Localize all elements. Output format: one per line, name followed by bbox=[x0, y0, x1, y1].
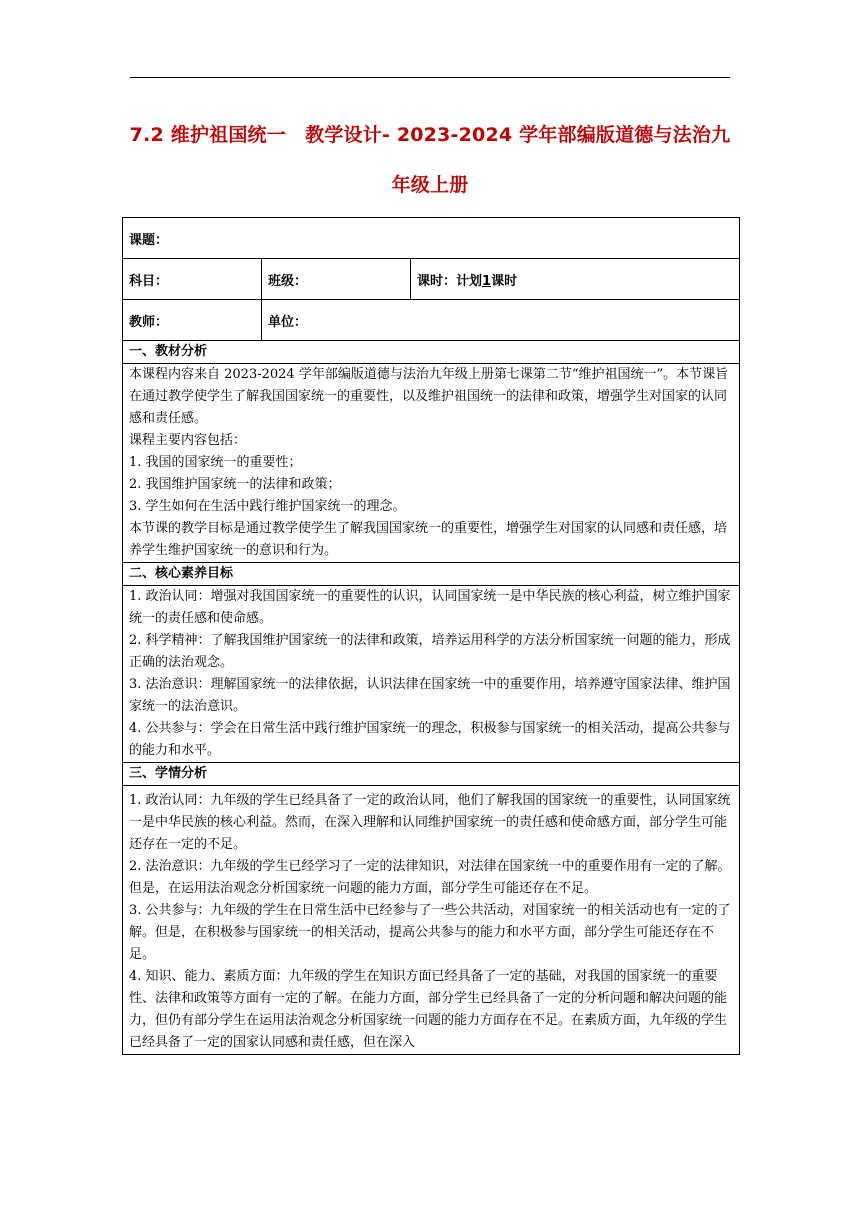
period-cell[interactable] bbox=[411, 259, 740, 300]
s2-paragraph: 2. 科学精神：了解我国维护国家统一的法律和政策，培养运用科学的方法分析国家统一问题的能力，形成正确的法治观念。 bbox=[129, 633, 731, 670]
s2-paragraph: 1. 政治认同：增强对我国国家统一的重要性的认识，认同国家统一是中华民族的核心利益，树立维护国家统一的责任感和使命感。 bbox=[129, 589, 731, 626]
s1-paragraph: 课程主要内容包括： bbox=[129, 433, 247, 448]
row-course bbox=[123, 259, 740, 300]
section-3-title: 三、学情分析 bbox=[123, 763, 740, 786]
document-title bbox=[122, 110, 738, 210]
title-line-1: 7.2 维护祖国统一 教学设计- 2023-2024 学年部编版道德与法治九 bbox=[129, 124, 731, 146]
section-3-body bbox=[123, 786, 740, 1055]
s2-paragraph: 4. 公共参与：学会在日常生活中践行维护国家统一的理念，积极参与国家统一的相关活动，提高公共参与的能力和水平。 bbox=[129, 721, 731, 758]
unit-label: 单位： bbox=[268, 314, 308, 330]
s3-paragraph: 2. 法治意识：九年级的学生已经学习了一定的法律知识，对法律在国家统一中的重要作用有一定的了解。但是，在运用法治观念分析国家统一问题的能力方面，部分学生可能还存在不足。 bbox=[129, 859, 731, 896]
teacher-label: 教师： bbox=[129, 314, 169, 330]
period-count: 1 bbox=[482, 273, 492, 289]
teacher-cell[interactable] bbox=[123, 300, 262, 341]
s1-paragraph: 本课程内容来自 2023-2024 学年部编版道德与法治九年级上册第七课第二节“维护祖国统一”。本节课旨在通过教学使学生了解我国国家统一的重要性，以及维护祖国统一的法律和政策，增强学生对国家的认同感和责任感。 bbox=[129, 367, 729, 426]
section-heading-learners bbox=[123, 763, 740, 786]
s1-paragraph: 2. 我国维护国家统一的法律和政策； bbox=[129, 477, 341, 492]
row-subject bbox=[123, 218, 740, 259]
period-prefix: 课时：计划 bbox=[417, 273, 483, 289]
section-heading-textbook bbox=[123, 341, 740, 364]
section-1-body bbox=[123, 364, 740, 563]
s3-paragraph: 3. 公共参与：九年级的学生在日常生活中已经参与了一些公共活动，对国家统一的相关活动也有一定的了解。但是，在积极参与国家统一的相关活动，提高公共参与的能力和水平方面，部分学生可能还存在不足。 bbox=[129, 903, 731, 962]
header-rule bbox=[130, 77, 730, 78]
course-label: 科目： bbox=[129, 273, 169, 289]
s3-paragraph: 1. 政治认同：九年级的学生已经具备了一定的政治认同，他们了解我国的国家统一的重要性，认同国家统一是中华民族的核心利益。然而，在深入理解和认同维护国家统一的责任感和使命感方面，部分学生可能还存在一定的不足。 bbox=[129, 793, 731, 852]
subject-label: 课题： bbox=[129, 232, 169, 248]
unit-cell[interactable] bbox=[262, 300, 740, 341]
section-2-body bbox=[123, 586, 740, 763]
section-body-textbook bbox=[123, 364, 740, 563]
section-1-title: 一、教材分析 bbox=[123, 341, 740, 364]
course-cell[interactable] bbox=[123, 259, 262, 300]
subject-cell[interactable] bbox=[123, 218, 740, 259]
title-line-2: 年级上册 bbox=[391, 174, 469, 196]
section-body-learners bbox=[123, 786, 740, 1055]
period-suffix: 课时 bbox=[491, 273, 518, 289]
s1-paragraph: 1. 我国的国家统一的重要性； bbox=[129, 455, 302, 470]
class-label: 班级： bbox=[268, 273, 308, 289]
lesson-plan-table bbox=[122, 217, 740, 1055]
section-body-goals bbox=[123, 586, 740, 763]
s1-paragraph: 本节课的教学目标是通过教学使学生了解我国国家统一的重要性，增强学生对国家的认同感和责任感，培养学生维护国家统一的意识和行为。 bbox=[129, 521, 728, 558]
row-teacher bbox=[123, 300, 740, 341]
s3-paragraph: 4. 知识、能力、素质方面：九年级的学生在知识方面已经具备了一定的基础，对我国的国家统一的重要性、法律和政策等方面有一定的了解。在能力方面，部分学生已经具备了一定的分析问题和解决问题的能力，但仍有部分学生在运用法治观念分析国家统一问题的能力方面存在不足。在素质方面，九年级的学生已经具备了一定的国家认同感和责任感，但在深入 bbox=[129, 969, 728, 1050]
section-2-title: 二、核心素养目标 bbox=[123, 563, 740, 586]
section-heading-goals bbox=[123, 563, 740, 586]
class-cell[interactable] bbox=[262, 259, 411, 300]
s2-paragraph: 3. 法治意识：理解国家统一的法律依据，认识法律在国家统一中的重要作用，培养遵守国家法律、维护国家统一的法治意识。 bbox=[129, 677, 731, 714]
s1-paragraph: 3. 学生如何在生活中践行维护国家统一的理念。 bbox=[129, 499, 406, 514]
